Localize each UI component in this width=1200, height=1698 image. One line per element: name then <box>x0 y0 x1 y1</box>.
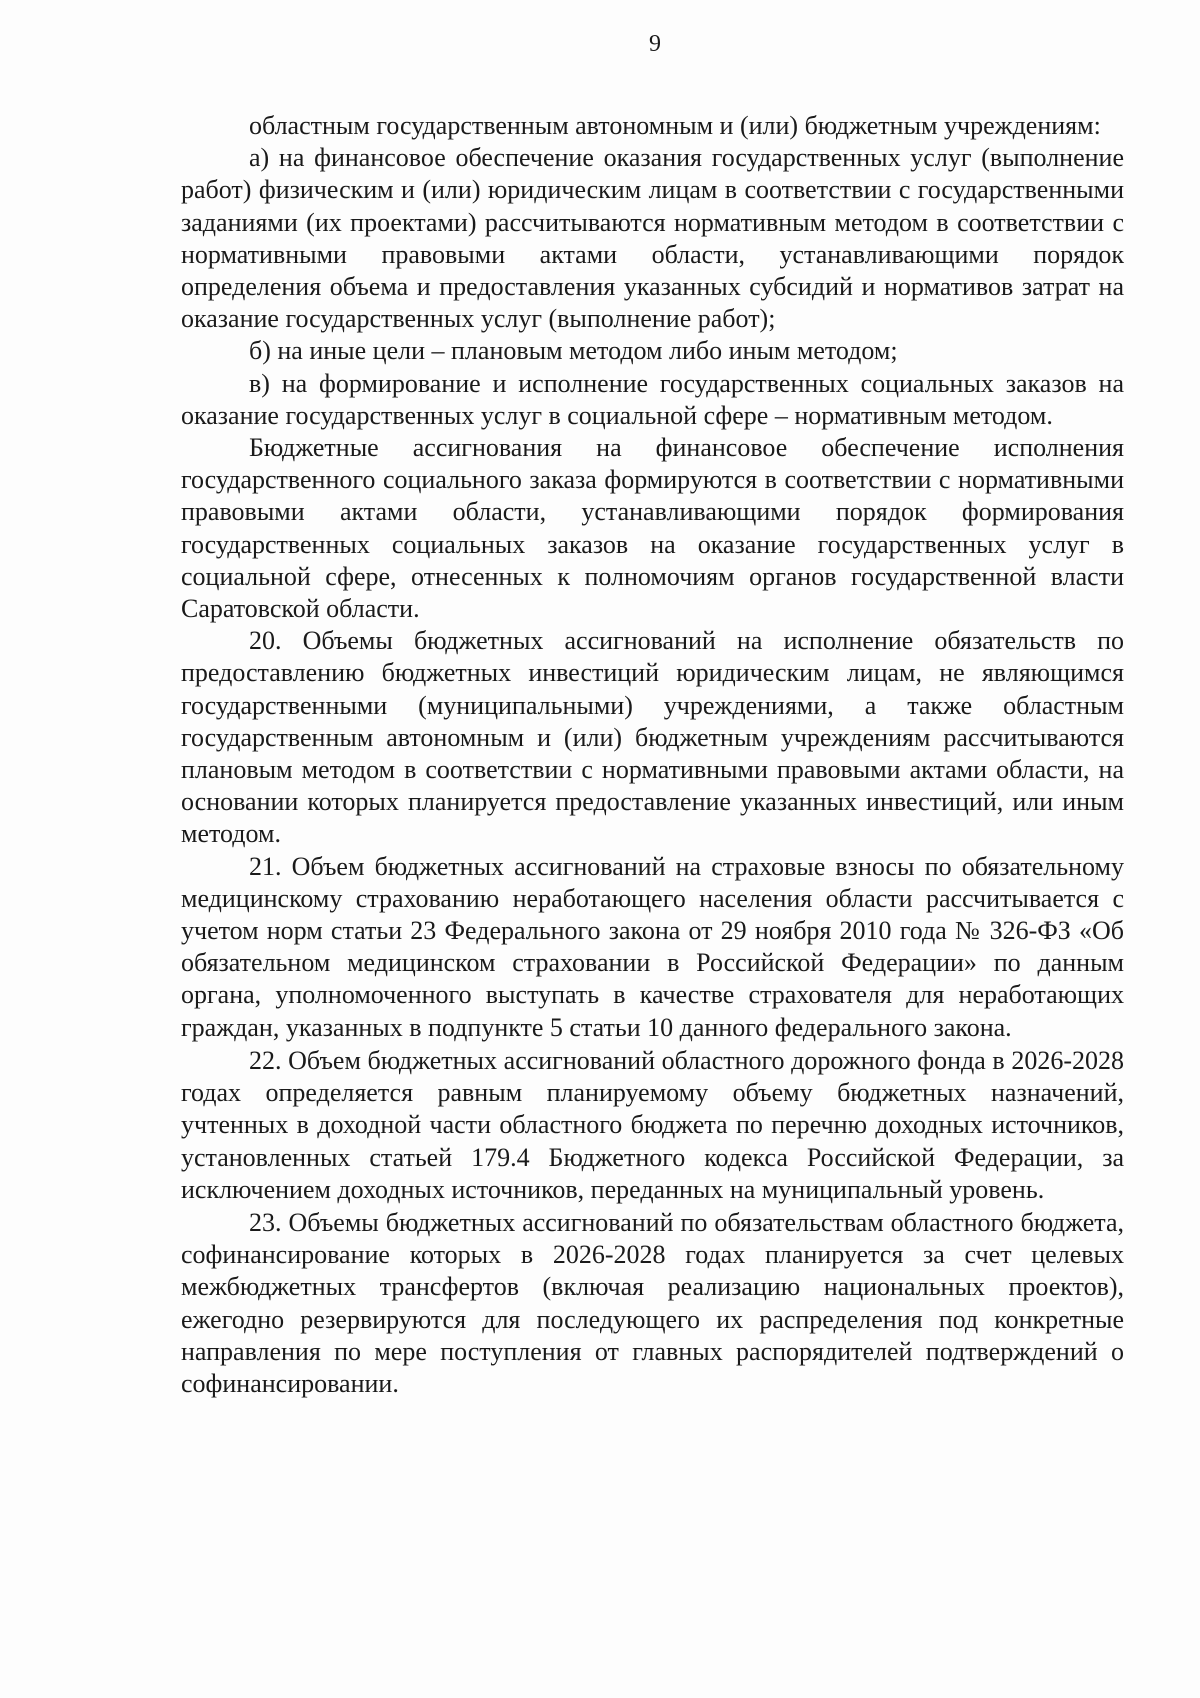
document-body <box>181 110 1124 1400</box>
paragraph-clause-23: 23. Объемы бюджетных ассигнований по обязательствам областного бюджета, софинансирование которых в 2026-2028 годах планируется за счет целевых межбюджетных трансфертов (включая реализацию национальных проектов), ежегодно резервируются для последующего их распределения под конкретные направления по мере поступления от главных распорядителей подтверждений о софинансировании. <box>181 1207 1124 1398</box>
paragraph-item-v: в) на формирование и исполнение государственных социальных заказов на оказание государственных услуг в социальной сфере – нормативным методом. <box>181 368 1124 430</box>
paragraph-item-a: а) на финансовое обеспечение оказания государственных услуг (выполнение работ) физическим и (или) юридическим лицам в соответствии с государственными заданиями (их проектами) рассчитываются нормативным методом в соответствии с нормативными правовыми актами области, устанавливающими порядок определения объема и предоставления указанных субсидий и нормативов затрат на оказание государственных услуг (выполнение работ); <box>181 143 1124 334</box>
page-number: 9 <box>649 31 661 57</box>
paragraph-clause-21: 21. Объем бюджетных ассигнований на страховые взносы по обязательному медицинскому страхованию неработающего населения области рассчитывается с учетом норм статьи 23 Федерального закона от 29 ноября 2010 года № 326-ФЗ «Об обязательном медицинском страховании в Российской Федерации» по данным органа, уполномоченного выступать в качестве страхователя для неработающих граждан, указанных в подпункте 5 статьи 10 данного федерального закона. <box>181 851 1124 1042</box>
paragraph-clause-20: 20. Объемы бюджетных ассигнований на исполнение обязательств по предоставлению бюджетных инвестиций юридическим лицам, не являющимся государственными (муниципальными) учреждениями, а также областным государственным автономным и (или) бюджетным учреждениям рассчитываются плановым методом в соответствии с нормативными правовыми актами области, на основании которых планируется предоставление указанных инвестиций, или иным методом. <box>181 626 1124 849</box>
paragraph-intro-continuation: областным государственным автономным и (или) бюджетным учреждениям: <box>249 111 1101 140</box>
paragraph-item-b: б) на иные цели – плановым методом либо иным методом; <box>249 336 898 366</box>
paragraph-social-order: Бюджетные ассигнования на финансовое обеспечение исполнения государственного социального заказа формируются в соответствии с нормативными правовыми актами области, устанавливающими порядок формирования государственных социальных заказов на оказание государственных услуг в социальной сфере, отнесенных к полномочиям органов государственной власти Саратовской области. <box>181 433 1124 624</box>
paragraph-clause-22: 22. Объем бюджетных ассигнований областного дорожного фонда в 2026-2028 годах определяется равным планируемому объему бюджетных назначений, учтенных в доходной части областного бюджета по перечню доходных источников, установленных статьей 179.4 Бюджетного кодекса Российской Федерации, за исключением доходных источников, переданных на муниципальный уровень. <box>181 1045 1124 1204</box>
